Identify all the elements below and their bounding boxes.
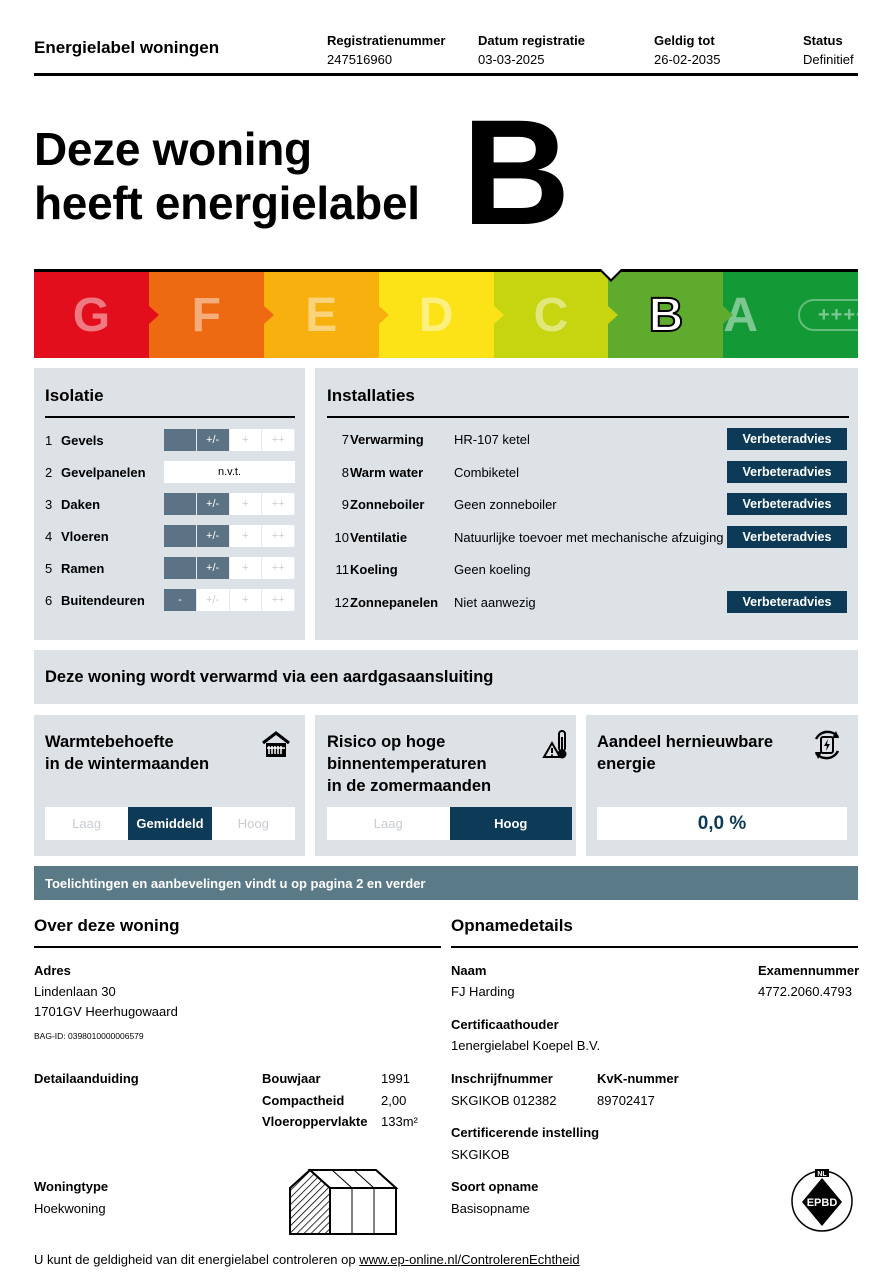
installatie-row-value: HR-107 ketel: [454, 432, 530, 447]
installatie-row-number: 11: [335, 562, 349, 577]
label-class-notch: [723, 306, 733, 324]
warmte-option-gemiddeld: Gemiddeld: [128, 807, 211, 840]
label-class-notch: [494, 306, 504, 324]
label-class-letter: G: [72, 288, 111, 342]
rating-cell: -: [164, 589, 197, 611]
woning-title: Over deze woning: [34, 916, 180, 935]
rating-cell: ++: [262, 557, 295, 579]
risico-scale: [327, 807, 572, 840]
rating-cell: +/-: [197, 525, 230, 547]
label-class-e: [264, 272, 379, 358]
rating-cell: +: [230, 493, 263, 515]
renewable-share-value: 0,0 %: [597, 807, 847, 840]
inschrijfnummer-value: SKGIKOB 012382: [451, 1093, 557, 1108]
warmtebehoefte-box: Warmtebehoefte in de wintermaanden Laag Gemiddeld Hoog: [34, 715, 305, 856]
verbeteradvies-button[interactable]: Verbeteradvies: [727, 591, 847, 613]
detailaanduiding-label: Detailaanduiding: [34, 1071, 139, 1086]
registration-date: Datum registratie 03-03-2025: [478, 33, 585, 67]
isolatie-rating-scale: [164, 589, 295, 611]
isolatie-row-buitendeuren: [45, 584, 295, 616]
rating-cell: ++: [262, 429, 295, 451]
rating-cell: +/-: [197, 493, 230, 515]
woning-divider: [34, 946, 441, 948]
woningtype-label: Woningtype: [34, 1179, 109, 1194]
label-class-letter: A: [723, 288, 759, 342]
rating-cell: +/-: [197, 589, 230, 611]
isolatie-row-number: 2: [45, 464, 53, 480]
hernieuwbaar-box: Aandeel hernieuwbare energie 0,0 %: [586, 715, 858, 856]
isolatie-rating-scale: [164, 493, 295, 515]
document-title: Energielabel woningen: [34, 38, 220, 57]
rating-cell: [164, 525, 197, 547]
svg-text:EPBD: EPBD: [806, 1197, 838, 1209]
isolatie-rating-nvt: n.v.t.: [164, 461, 295, 483]
instelling-label: Certificerende instelling: [451, 1125, 600, 1140]
installatie-row-name: Warm water: [350, 464, 424, 480]
label-class-notch: [149, 306, 159, 324]
installatie-row-number: 7: [341, 432, 349, 447]
installatie-row-number: 12: [334, 594, 349, 610]
label-class-g: [34, 272, 149, 358]
installatie-row-name: Koeling: [350, 562, 398, 577]
naam-label: Naam: [451, 963, 487, 978]
adres-line1: Lindenlaan 30: [34, 984, 116, 999]
rating-cell: [164, 493, 197, 515]
installatie-row-number: 9: [341, 497, 349, 512]
renewable-energy-icon: [808, 727, 846, 763]
rating-cell: ++: [262, 525, 295, 547]
label-class-letter: C: [533, 288, 569, 342]
isolatie-panel: [34, 368, 305, 640]
verbeteradvies-button[interactable]: Verbeteradvies: [727, 461, 847, 483]
vloeroppervlakte-value: 133m²: [381, 1114, 418, 1129]
isolatie-row-ramen: [45, 552, 295, 584]
rating-cell: ++: [262, 589, 295, 611]
installatie-row-value: Combiketel: [454, 464, 520, 480]
label-a-plus-badge: ++++: [798, 299, 872, 331]
vloeroppervlakte-label: Vloeroppervlakte: [262, 1114, 368, 1129]
verbeteradvies-button[interactable]: Verbeteradvies: [727, 428, 847, 450]
rating-cell: [164, 557, 197, 579]
rating-cell: +: [230, 525, 263, 547]
footer: U kunt de geldigheid van dit energielabel controleren op www.ep-online.nl/ControlerenEchtheid: [34, 1252, 580, 1267]
isolatie-row-name: Daken: [61, 496, 101, 512]
soort-opname-value: Basisopname: [451, 1201, 530, 1216]
isolatie-row-name: Gevels: [61, 432, 104, 448]
isolatie-row-gevelpanelen: [45, 456, 295, 488]
installatie-row-value: Natuurlijke toevoer met mechanische afzuiging: [454, 529, 724, 545]
rating-cell: +/-: [197, 429, 230, 451]
label-class-letter: E: [305, 288, 338, 342]
verify-link[interactable]: www.ep-online.nl/ControlerenEchtheid: [359, 1252, 580, 1267]
active-label-pointer-inner: [601, 269, 621, 279]
hoekwoning-house-icon: [286, 1166, 400, 1238]
woningtype-value: Hoekwoning: [34, 1201, 106, 1216]
installaties-divider: [327, 416, 849, 418]
isolatie-row-name: Vloeren: [61, 528, 109, 544]
isolatie-row-number: 4: [45, 528, 53, 544]
instelling-value: SKGIKOB: [451, 1147, 510, 1162]
isolatie-row-daken: [45, 488, 295, 520]
label-class-f: [149, 272, 264, 358]
installatie-row-value: Geen koeling: [454, 562, 531, 577]
examennummer-label: Examennummer: [758, 963, 860, 978]
inschrijfnummer-label: Inschrijfnummer: [451, 1071, 553, 1086]
risico-option-hoog: Hoog: [450, 807, 573, 840]
header-divider: [34, 73, 858, 76]
isolatie-row-vloeren: [45, 520, 295, 552]
label-class-notch: [379, 306, 389, 324]
opname-divider: [451, 946, 858, 948]
installatie-row-number: 8: [341, 464, 349, 480]
verbeteradvies-button[interactable]: Verbeteradvies: [727, 526, 847, 548]
headline: Deze woning heeft energielabel: [34, 123, 420, 229]
info-banner: Toelichtingen en aanbevelingen vindt u op pagina 2 en verder: [34, 866, 858, 900]
isolatie-row-number: 5: [45, 560, 53, 576]
bouwjaar-value: 1991: [381, 1071, 410, 1086]
label-class-notch: [264, 306, 274, 324]
isolatie-row-number: 6: [45, 592, 53, 608]
installatie-row-name: Ventilatie: [350, 529, 408, 545]
label-class-c: [494, 272, 609, 358]
label-class-notch: [608, 306, 618, 324]
rating-cell: +: [230, 557, 263, 579]
compactheid-label: Compactheid: [262, 1093, 345, 1108]
isolatie-divider: [45, 416, 295, 418]
installatie-row-number: 10: [334, 529, 349, 545]
bag-id: BAG-ID: 0398010000006579: [34, 1031, 144, 1041]
status: Status Definitief: [803, 33, 854, 67]
rating-cell: +: [230, 429, 263, 451]
house-heating-icon: [261, 731, 291, 759]
isolatie-rating-scale: [164, 525, 295, 547]
label-class-letter: D: [418, 288, 454, 342]
isolatie-rating-scale: [164, 429, 295, 451]
svg-text:NL: NL: [817, 1171, 827, 1178]
installatie-row-name: Zonneboiler: [350, 497, 425, 512]
risico-box: Risico op hoge binnentemperaturen in de zomermaanden Laag Hoog: [315, 715, 576, 856]
risico-option-laag: Laag: [327, 807, 450, 840]
installatie-row-name: Zonnepanelen: [350, 594, 439, 610]
installaties-title: Installaties: [327, 386, 415, 405]
valid-until: Geldig tot 26-02-2035: [654, 33, 721, 67]
rating-cell: +: [230, 589, 263, 611]
isolatie-title: Isolatie: [45, 386, 104, 405]
gas-banner: Deze woning wordt verwarmd via een aardgasaansluiting: [34, 650, 858, 704]
label-class-d: [379, 272, 494, 358]
warmtebehoefte-scale: [45, 807, 295, 840]
isolatie-row-gevels: [45, 424, 295, 456]
isolatie-row-name: Gevelpanelen: [61, 464, 146, 480]
installatie-row-name: Verwarming: [350, 432, 424, 447]
registration-number: Registratienummer 247516960: [327, 33, 446, 67]
warning-thermometer-icon: [542, 729, 570, 761]
isolatie-rating-scale: [164, 557, 295, 579]
epbd-logo-icon: [786, 1166, 858, 1236]
isolatie-row-number: 3: [45, 496, 53, 512]
certificaathouder-label: Certificaathouder: [451, 1017, 559, 1032]
rating-cell: +/-: [197, 557, 230, 579]
isolatie-rows: [45, 424, 295, 616]
bouwjaar-label: Bouwjaar: [262, 1071, 321, 1086]
rating-cell: [164, 429, 197, 451]
certificaathouder-value: 1energielabel Koepel B.V.: [451, 1038, 601, 1053]
isolatie-row-name: Ramen: [61, 560, 105, 576]
warmte-option-hoog: Hoog: [212, 807, 295, 840]
installatie-row-value: Geen zonneboiler: [454, 497, 557, 512]
adres-line2: 1701GV Heerhugowaard: [34, 1004, 178, 1019]
label-class-letter: B: [648, 288, 684, 342]
warmte-option-laag: Laag: [45, 807, 128, 840]
isolatie-row-number: 1: [45, 432, 53, 448]
rating-cell: ++: [262, 493, 295, 515]
soort-opname-label: Soort opname: [451, 1179, 539, 1194]
kvk-value: 89702417: [597, 1093, 655, 1108]
label-class-b: [608, 272, 723, 358]
label-class-a: [723, 272, 869, 358]
kvk-label: KvK-nummer: [597, 1071, 679, 1086]
label-class-letter: F: [191, 288, 221, 342]
energy-label-scale: [34, 272, 869, 358]
naam-value: FJ Harding: [451, 984, 515, 999]
opname-title: Opnamedetails: [451, 916, 573, 935]
examennummer-value: 4772.2060.4793: [758, 984, 852, 999]
installatie-row-value: Niet aanwezig: [454, 594, 536, 610]
adres-label: Adres: [34, 963, 71, 978]
verbeteradvies-button[interactable]: Verbeteradvies: [727, 493, 847, 515]
energy-label-letter: B: [462, 88, 571, 256]
compactheid-value: 2,00: [381, 1093, 407, 1108]
isolatie-row-name: Buitendeuren: [61, 592, 145, 608]
